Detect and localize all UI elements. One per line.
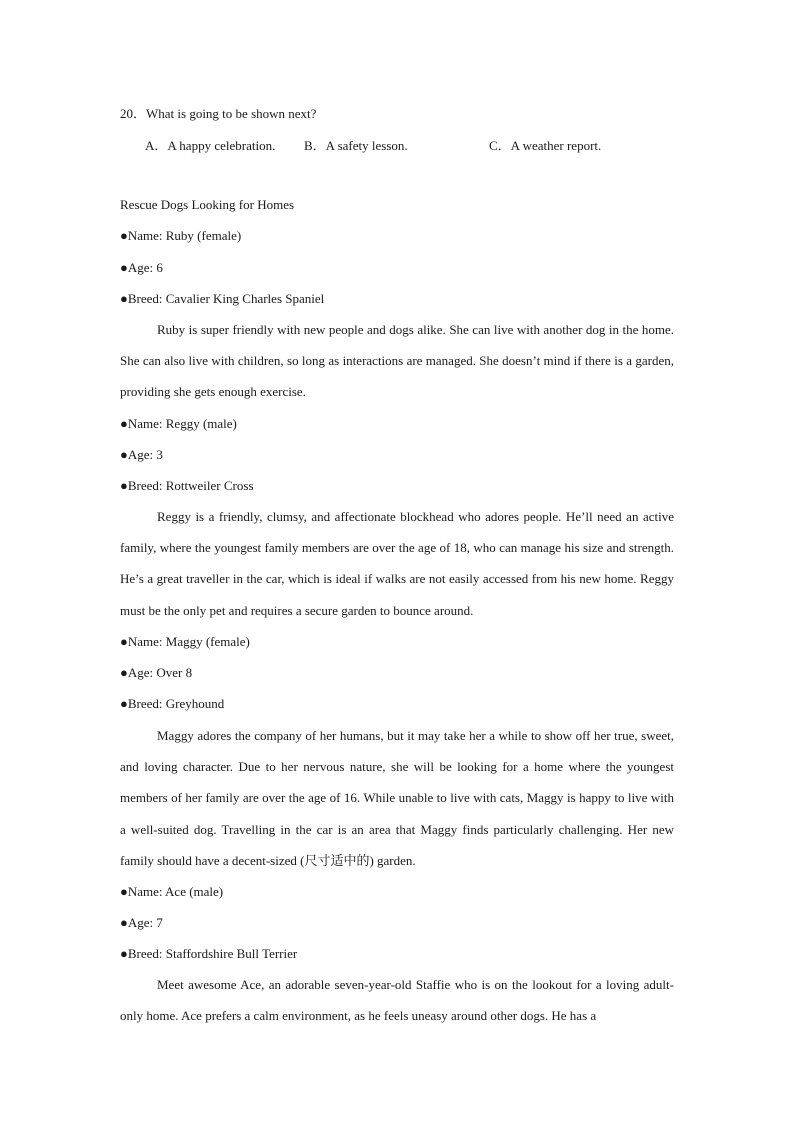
dog-breed: ●Breed: Cavalier King Charles Spaniel (120, 291, 325, 306)
dog-name: ●Name: Maggy (female) (120, 634, 250, 649)
dog-age: ●Age: Over 8 (120, 665, 193, 680)
dog-breed: ●Breed: Greyhound (120, 696, 225, 711)
dog-breed: ●Breed: Rottweiler Cross (120, 478, 254, 493)
article-title: Rescue Dogs Looking for Homes (120, 197, 295, 212)
question-text: 20．What is going to be shown next? (120, 106, 317, 121)
dog-name: ●Name: Ace (male) (120, 884, 224, 899)
option-a: A．A happy celebration. (145, 138, 276, 153)
dog-name: ●Name: Reggy (male) (120, 416, 237, 431)
dog-description: Maggy adores the company of her humans, but it may take her a while to show off her true, sweet, and loving character. Due to her nervous nature, she will be looking for a home where the youngest members of her family are over the age of 16. While unable to live with cats, Maggy is happy to live with a well-suited dog. Travelling in the car is an area that Maggy finds particularly challenging. Her new family should have a decent-sized (尺寸适中的) garden. (120, 728, 674, 868)
dog-description: Ruby is super friendly with new people and dogs alike. She can live with another dog in the home. She can also live with children, so long as interactions are managed. She doesn’t mind if there is a garden, providing she gets enough exercise. (120, 322, 674, 400)
dog-age: ●Age: 7 (120, 915, 163, 930)
option-c: C．A weather report. (489, 138, 602, 153)
dog-name: ●Name: Ruby (female) (120, 228, 242, 243)
dog-age: ●Age: 6 (120, 260, 163, 275)
dog-breed: ●Breed: Staffordshire Bull Terrier (120, 946, 298, 961)
dog-description: Reggy is a friendly, clumsy, and affectionate blockhead who adores people. He’ll need an active family, where the youngest family members are over the age of 18, who can manage his size and strength. He’s a great traveller in the car, which is ideal if walks are not easily accessed from his new home. Reggy must be the only pet and requires a secure garden to bounce around. (120, 509, 674, 618)
option-b: B．A safety lesson. (304, 138, 408, 153)
dog-description: Meet awesome Ace, an adorable seven-year-old Staffie who is on the lookout for a loving adult-only home. Ace prefers a calm environment, as he feels uneasy around other dogs. He has a (120, 977, 674, 1024)
dog-age: ●Age: 3 (120, 447, 163, 462)
